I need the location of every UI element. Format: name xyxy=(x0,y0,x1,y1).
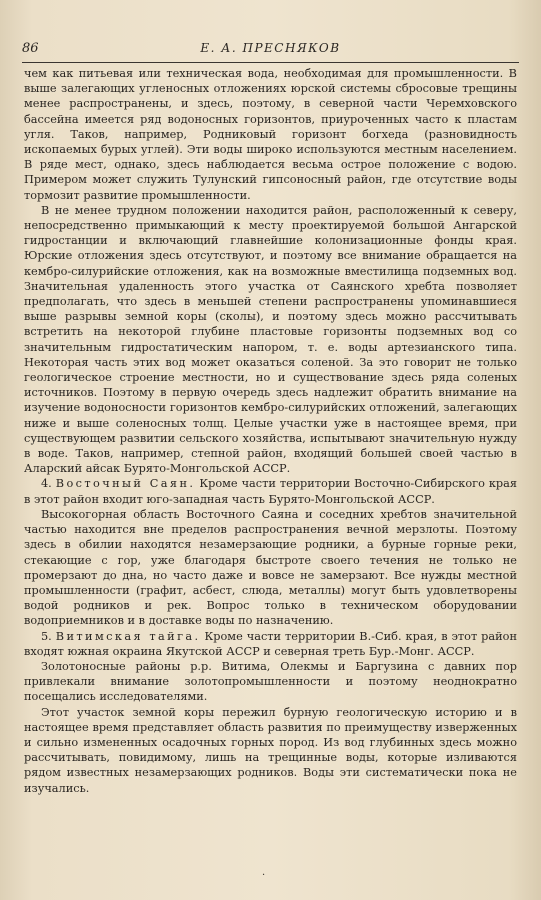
running-header xyxy=(22,40,519,60)
paragraph: Этот участок земной коры пережил бурную геологическую историю и в настоящее время представляет область развития по преимуществу изверженных и сильно измененных осадочных горных пород. Из вод глубинных здесь можно рассчитывать, повидимому, лишь на трещинные воды, которые изливаются рядом известных незамерзающих родников. Воды эти систематически пока не изучались. xyxy=(24,705,517,795)
body-text xyxy=(24,66,517,796)
section-number: 4. xyxy=(41,477,52,491)
paragraph: чем как питьевая или техническая вода, необходимая для промышленности. В выше залегающих угленосных отложениях юрской системы сбросовые трещины менее распространены, и здесь, поэтому, в северной части Черемховского бассейна имеется ряд водоносных горизонтов, приуроченных часто к пластам угля. Таков, например, Родниковый горизонт богхеда (разновидность ископаемых бурых углей). Эти воды широко используются местным населением. В ряде мест, однако, здесь наблюдается весьма острое положение с водою. Примером может служить Тулунский гипсоносный район, где отсутствие воды тормозит развитие промышленности. xyxy=(24,67,517,202)
section-heading: Восточный Саян. xyxy=(55,477,196,491)
section-heading: Витимская тайга. xyxy=(55,629,201,643)
section-paragraph: 5. Витимская тайга. Кроме части территории В.-Сиб. края, в этот район входят южная окраина Якутской АССР и северная треть Бур.-Монг. АССР. xyxy=(24,629,517,658)
page-number: 86 xyxy=(22,41,39,56)
paragraph: В не менее трудном положении находится район, расположенный к северу, непосредственно примыкающий к месту проектируемой большой Ангарской гидростанции и включающий главнейшие колонизационные фонды края. Юрские отложения здесь отсутствуют, и поэтому все внимание обращается на кембро-силурийские отложения, как на возможные вместилища подземных вод. Значительная удаленность этого участка от Саянского хребта позволяет предполагать, что здесь в меньшей степени распространены упоминавшиеся выше разрывы земной коры (сколы), и поэтому здесь можно рассчитывать встретить на некоторой глубине пластовые горизонты подземных вод со значительным гидростатическим напором, т. е. воды артезианского типа. Некоторая часть этих вод может оказаться соленой. За это говорит не только геологическое строение местности, но и существование здесь ряда соленых источников. Поэтому в первую очередь здесь надлежит обратить внимание на изучение водоносности горизонтов кембро-силурийских отложений, залегающих ниже и выше соленосных толщ. Целые участки уже в настоящее время, при существующем развитии сельского хозяйства, испытывают значительную нужду в воде. Таков, например, степной район, входящий большей своей частью в Аларский айсак Бурято-Монгольской АССР. xyxy=(24,203,517,476)
paragraph: Золотоносные районы р.р. Витима, Олекмы и Баргузина с давних пор привлекали внимание золотопромышленности и поэтому неоднократно посещались исследователями. xyxy=(24,659,517,704)
paragraph: Высокогорная область Восточного Саяна и соседних хребтов значительной частью находится вне пределов распространения вечной мерзлоты. Поэтому здесь в обилии находятся незамерзающие родники, а бурные горные реки, стекающие с гор, уже благодаря быстроте своего течения не только не промерзают до дна, но часто даже и вовсе не замерзают. Все нужды местной промышленности (графит, асбест, слюда, металлы) могут быть удовлетворены водой родников и рек. Вопрос только в техническом оборудовании водоприемников и в доставке воды по назначению. xyxy=(24,507,517,628)
running-title: Е. А. ПРЕСНЯКОВ xyxy=(200,41,341,55)
section-paragraph: 4. Восточный Саян. Кроме части территории Восточно-Сибирского края в этот район входит юго-западная часть Бурято-Монгольской АССР. xyxy=(24,477,517,506)
section-number: 5. xyxy=(41,629,52,643)
page-mark: · xyxy=(262,870,266,881)
header-rule xyxy=(22,62,519,63)
